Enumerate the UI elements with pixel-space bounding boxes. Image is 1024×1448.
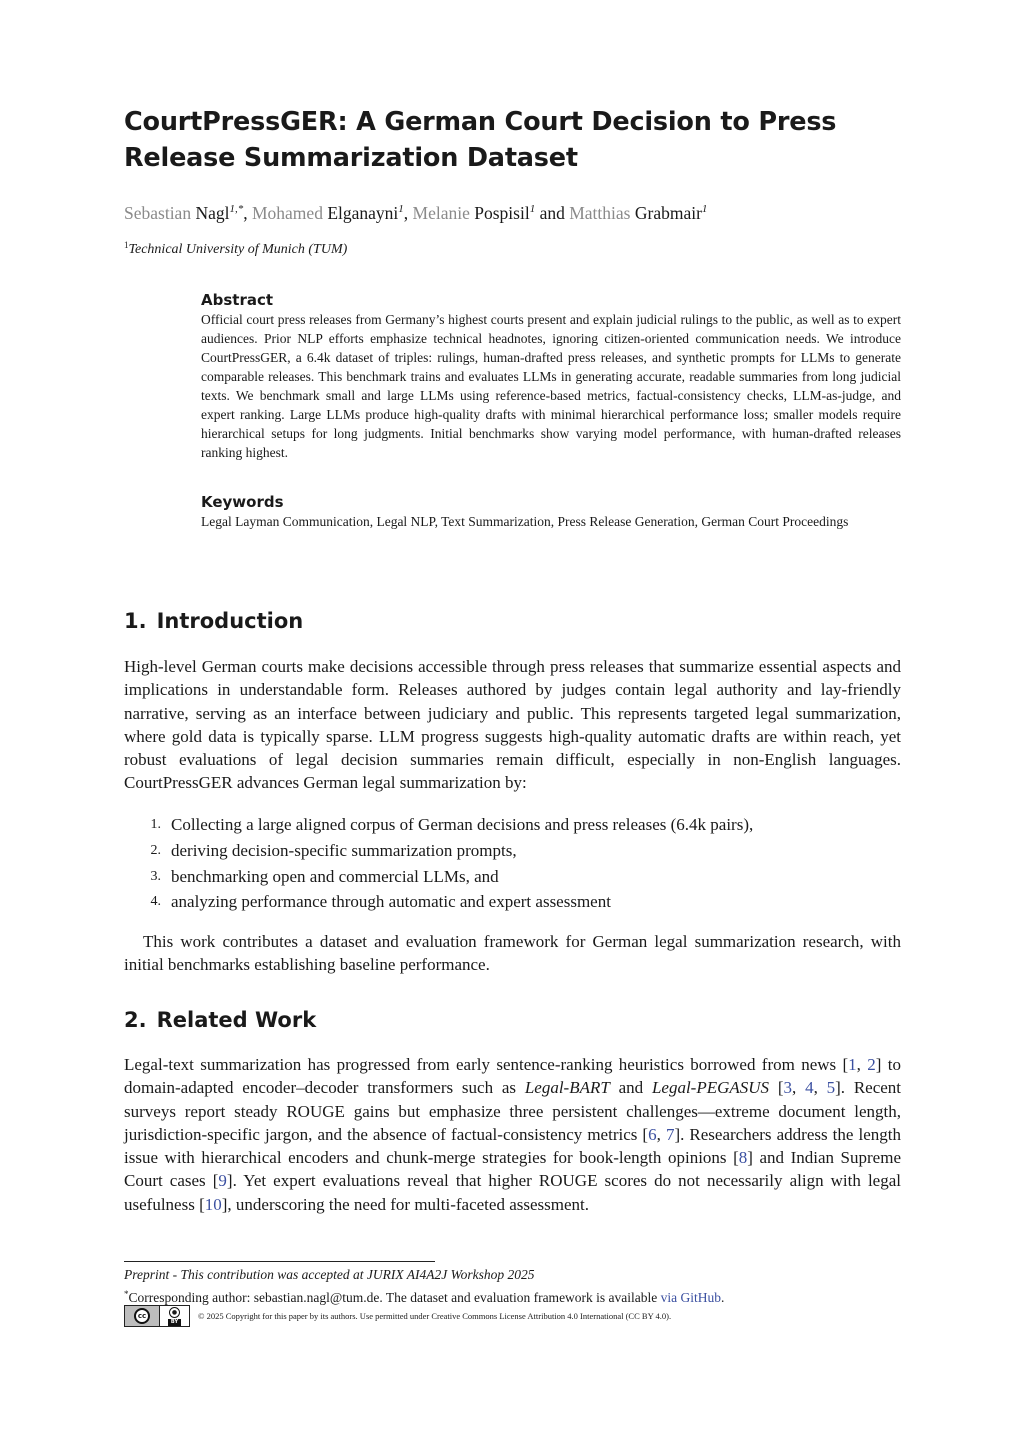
list-item: 1. Collecting a large aligned corpus of German decisions and press releases (6.4k pairs), [150,815,754,834]
citation-link[interactable]: 3 [783,1078,793,1098]
footnote-preprint: Preprint - This contribution was accepted at JURIX AI4A2J Workshop 2025 [124,1267,535,1282]
citation-link[interactable]: 4 [805,1078,814,1098]
author: Mohamed Elganayni$^1$ [251,203,404,223]
abstract [201,290,901,462]
abstract-heading: Abstract [201,291,274,309]
author: Matthias Grabmair$^1$ [569,203,708,223]
footnote-corresponding: *Corresponding author: sebastian.nagl@tum.de. The dataset and evaluation framework is available via GitHub. [124,1289,725,1305]
author: Sebastian Nagl$^{1,*}$ [124,203,244,223]
section-heading-introduction: 1. Introduction [124,609,304,633]
intro-closing-paragraph: This work contributes a dataset and evaluation framework for German legal summarization research, with initial benchmarks establishing baseline performance. [124,932,901,975]
citation-link[interactable]: 9 [218,1171,227,1191]
contribution-list [124,812,901,915]
affiliation: $^1$Technical University of Munich (TUM) [124,240,348,257]
citation-link[interactable]: 2 [867,1055,876,1074]
citation-link[interactable]: 8 [738,1148,748,1168]
paper-title: CourtPressGER: A German Court Decision to Press Release Summarization Dataset [124,107,837,173]
keywords-text: Legal Layman Communication, Legal NLP, Text Summarization, Press Release Generation, German Court Proceedings [201,514,849,529]
keywords [201,492,901,531]
person-icon: ● [169,1307,180,1318]
author: Melanie Pospisil$^1$ [412,203,536,223]
section-heading-related-work: 2. Related Work [124,1008,317,1032]
list-item: 2. deriving decision-specific summarization prompts, [150,840,517,860]
citation-link[interactable]: 6 [648,1124,657,1144]
citation-link[interactable]: 7 [665,1124,675,1144]
citation-link[interactable]: 1 [848,1055,857,1074]
intro-paragraph: High-level German courts make decisions accessible through press releases that summarize essential aspects and implications in understandable form. Releases authored by judges contain legal authority and lay-friendly narrative, serving as an interface between judiciary and public. This represents targeted legal summarization, where gold data is typically sparse. LLM progress suggests high-quality automatic drafts are within reach, yet robust evaluations of legal decision summaries remain difficult, especially in non-English languages. CourtPressGER advances German legal summarization by: [124,657,901,793]
citation-link[interactable]: 5 [826,1078,836,1098]
author-list: Sebastian Nagl$^{1,*}$, Mohamed Elganayni$^1$, Melanie Pospisil$^1$ and Matthias Grabmair$^1$ [124,203,708,223]
license-text: © 2025 Copyright for this paper by its authors. Use permitted under Creative Commons License Attribution 4.0 International (CC BY 4.0). [198,1311,672,1321]
keywords-heading: Keywords [201,493,284,511]
abstract-text: Official court press releases from Germany’s highest courts present and explain judicial rulings to the public, as well as to expert audiences. Prior NLP efforts emphasize technical headnotes, ignoring citizen-oriented communication needs. We introduce CourtPressGER, a 6.4k dataset of triples: rulings, human-drafted press releases, and synthetic prompts for LLMs to generate comparable releases. This benchmark trains and evaluates LLMs in generating accurate, readable summaries from long judicial texts. We benchmark small and large LLMs using reference-based metrics, factual-consistency checks, LLM-as-judge, and expert ranking. Large LLMs produce high-quality drafts with minimal hierarchical performance loss; smaller models require hierarchical setups for long judgments. Initial benchmarks show varying model performance, with human-drafted releases ranking highest. [201,312,901,460]
license-line [124,1305,671,1327]
related-work-paragraph: Legal-text summarization has progressed from early sentence-ranking heuristics borrowed from news [1, 2] to domain-adapted encoder–decoder transformers such as Legal-BART and Legal-PEGASUS [3, 4, 5]. Recent surveys report steady ROUGE gains but emphasize three persistent challenges—extreme document length, jurisdiction-specific jargon, and the absence of factual-consistency metrics [6, 7]. Researchers address the length issue with hierarchical encoders and chunk-merge strategies for book-length opinions [8] and Indian Supreme Court cases [9]. Yet expert evaluations reveal that higher ROUGE scores do not necessarily align with legal usefulness [10], underscoring the need for multi-faceted assessment. [124,1055,902,1214]
footnote-divider [124,1261,435,1262]
citation-link[interactable]: 10 [204,1194,222,1214]
cc-by-badge-icon: cc ● BY [124,1305,190,1327]
github-link[interactable]: via GitHub [660,1290,722,1305]
list-item: 3. benchmarking open and commercial LLMs, and [150,866,499,886]
list-item: 4. analyzing performance through automatic and expert assessment [150,892,611,912]
